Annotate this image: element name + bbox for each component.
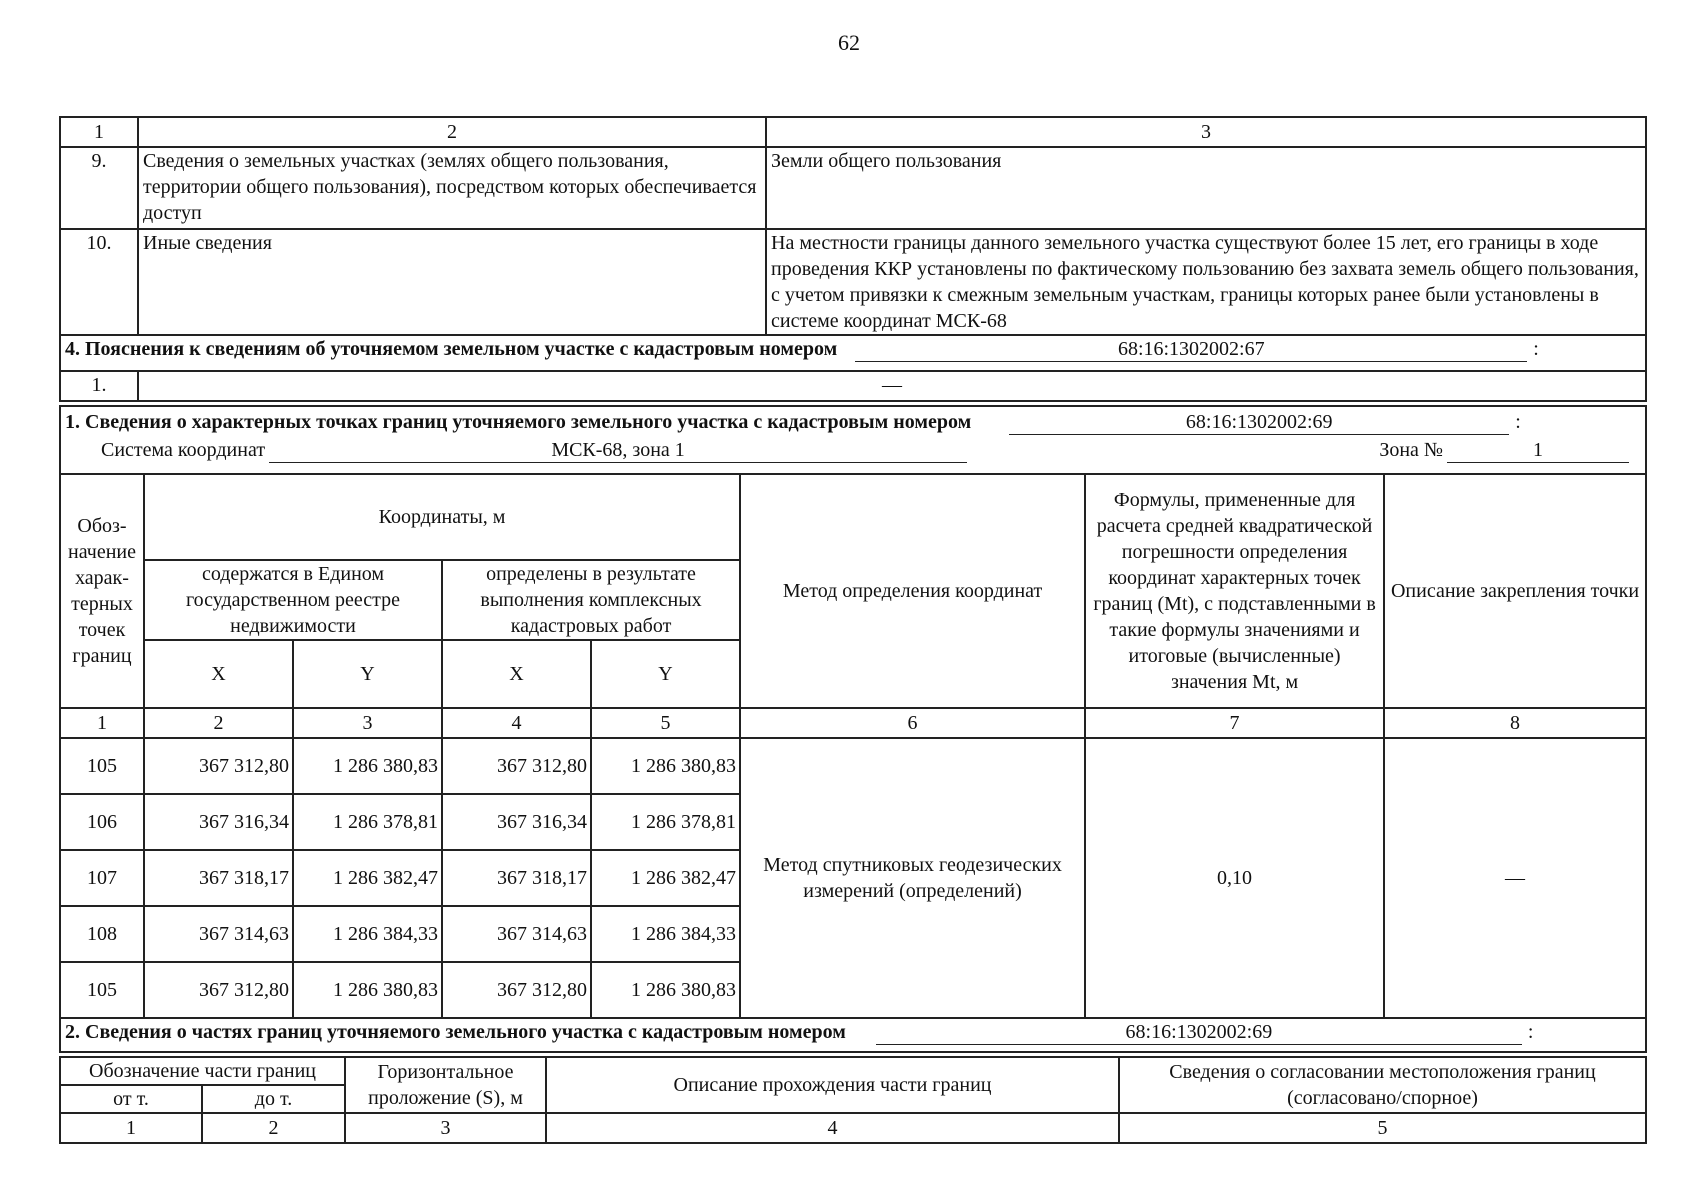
section1-header [60, 406, 1646, 473]
point-x1: 367 312,80 [144, 962, 293, 1018]
info-table [59, 116, 1647, 402]
point-id: 105 [60, 962, 144, 1018]
row-label: Иные сведения [138, 229, 766, 335]
section-title: 2. Сведения о частях границ уточняемого земельного участка с кадастровым номером [65, 1021, 846, 1043]
point-y1: 1 286 384,33 [293, 906, 442, 962]
point-id: 105 [60, 738, 144, 794]
point-x1: 367 318,17 [144, 850, 293, 906]
col-number: 3 [293, 708, 442, 738]
col-header: 3 [766, 117, 1646, 147]
col-number: 2 [144, 708, 293, 738]
row-value: На местности границы данного земельного участка существуют более 15 лет, его границы в ходе проведения ККР установлены по фактическому пользованию без захвата земель общего пользования, с учетом привязки к смежным земельным участкам, границы которых ранее были установлены в системе координат МСК-68 [766, 229, 1646, 335]
kkr-header: определены в результате выполнения комплексных кадастровых работ [442, 560, 740, 640]
row-value: — [138, 371, 1646, 401]
colon: : [1527, 1021, 1534, 1043]
point-id: 106 [60, 794, 144, 850]
point-x2: 367 318,17 [442, 850, 591, 906]
points-header-1 [60, 474, 1646, 560]
mt-value: 0,10 [1085, 738, 1384, 1018]
parts-col-numbers [60, 1113, 1646, 1143]
row-number: 10. [60, 229, 138, 335]
section1-header-table [59, 405, 1647, 473]
col-number: 5 [591, 708, 740, 738]
info-row-10 [60, 229, 1646, 335]
point-id: 107 [60, 850, 144, 906]
point-x1: 367 312,80 [144, 738, 293, 794]
method-value: Метод спутниковых геодезических измерений (определений) [740, 738, 1085, 1018]
col-header: 2 [138, 117, 766, 147]
section-title: 1. Сведения о характерных точках границ уточняемого земельного участка с кадастровым номером [65, 411, 972, 433]
point-x1: 367 316,34 [144, 794, 293, 850]
point-id: 108 [60, 906, 144, 962]
colon: : [1515, 411, 1521, 433]
point-y2: 1 286 380,83 [591, 738, 740, 794]
point-x1: 367 314,63 [144, 906, 293, 962]
coordinates-header: Координаты, м [144, 474, 740, 560]
col-number: 6 [740, 708, 1085, 738]
section-title: 4. Пояснения к сведениям об уточняемом земельном участке с кадастровым номером [65, 338, 838, 360]
col-number: 1 [60, 1113, 202, 1143]
point-x2: 367 312,80 [442, 738, 591, 794]
row-label: Сведения о земельных участках (землях общего пользования, территории общего пользования), посредством которых обеспечивается доступ [138, 147, 766, 229]
point-x2: 367 314,63 [442, 906, 591, 962]
from-header: от т. [60, 1085, 202, 1113]
col-number: 7 [1085, 708, 1384, 738]
info-row-9 [60, 147, 1646, 229]
point-y1: 1 286 380,83 [293, 962, 442, 1018]
points-table [59, 473, 1647, 1053]
col-number: 4 [546, 1113, 1119, 1143]
description-header: Описание закрепления точки [1384, 474, 1646, 708]
point-y1: 1 286 380,83 [293, 738, 442, 794]
colon: : [1533, 338, 1539, 360]
point-y2: 1 286 382,47 [591, 850, 740, 906]
zone-value: 1 [1447, 438, 1629, 463]
row-number: 9. [60, 147, 138, 229]
page-number: 62 [838, 30, 860, 55]
point-y2: 1 286 384,33 [591, 906, 740, 962]
cadastral-number: 68:16:1302002:69 [876, 1020, 1522, 1045]
col-number: 5 [1119, 1113, 1646, 1143]
section4-row [60, 371, 1646, 401]
y-header: Y [293, 640, 442, 708]
point-x2: 367 316,34 [442, 794, 591, 850]
col-number: 1 [60, 708, 144, 738]
info-table-header [60, 117, 1646, 147]
path-description-header: Описание прохождения части границ [546, 1057, 1119, 1113]
egrn-header: содержатся в Едином государственном реестре недвижимости [144, 560, 442, 640]
formulas-header: Формулы, примененные для расчета средней квадратической погрешности определения координат характерных точек границ (Mt), с подставленными в такие формулы значениями и итоговые (вычисленные) значения Mt, м [1085, 474, 1384, 708]
designation-header: Обоз-начение харак-терных точек границ [60, 474, 144, 708]
col-number: 2 [202, 1113, 345, 1143]
parts-header-1 [60, 1057, 1646, 1085]
point-x2: 367 312,80 [442, 962, 591, 1018]
x-header: X [442, 640, 591, 708]
to-header: до т. [202, 1085, 345, 1113]
method-header: Метод определения координат [740, 474, 1085, 708]
zone-label: Зона № [1379, 439, 1443, 461]
horizontal-header: Горизонтальное проложение (S), м [345, 1057, 546, 1113]
table-row [60, 738, 1646, 794]
row-value: Земли общего пользования [766, 147, 1646, 229]
document-body [59, 116, 1647, 1144]
point-y1: 1 286 378,81 [293, 794, 442, 850]
col-header: 1 [60, 117, 138, 147]
points-col-numbers [60, 708, 1646, 738]
agreement-header: Сведения о согласовании местоположения границ (согласовано/спорное) [1119, 1057, 1646, 1113]
part-designation-header: Обозначение части границ [60, 1057, 345, 1085]
row-number: 1. [60, 371, 138, 401]
point-y2: 1 286 378,81 [591, 794, 740, 850]
point-y1: 1 286 382,47 [293, 850, 442, 906]
cadastral-number: 68:16:1302002:67 [855, 337, 1527, 362]
coord-system-value: МСК-68, зона 1 [269, 438, 967, 463]
cadastral-number: 68:16:1302002:69 [1009, 410, 1509, 435]
parts-table [59, 1056, 1647, 1144]
section4-header [60, 335, 1646, 371]
x-header: X [144, 640, 293, 708]
col-number: 8 [1384, 708, 1646, 738]
coord-system-label: Система координат [101, 439, 266, 461]
section2-header [60, 1018, 1646, 1052]
point-y2: 1 286 380,83 [591, 962, 740, 1018]
y-header: Y [591, 640, 740, 708]
col-number: 4 [442, 708, 591, 738]
col-number: 3 [345, 1113, 546, 1143]
description-value: — [1384, 738, 1646, 1018]
